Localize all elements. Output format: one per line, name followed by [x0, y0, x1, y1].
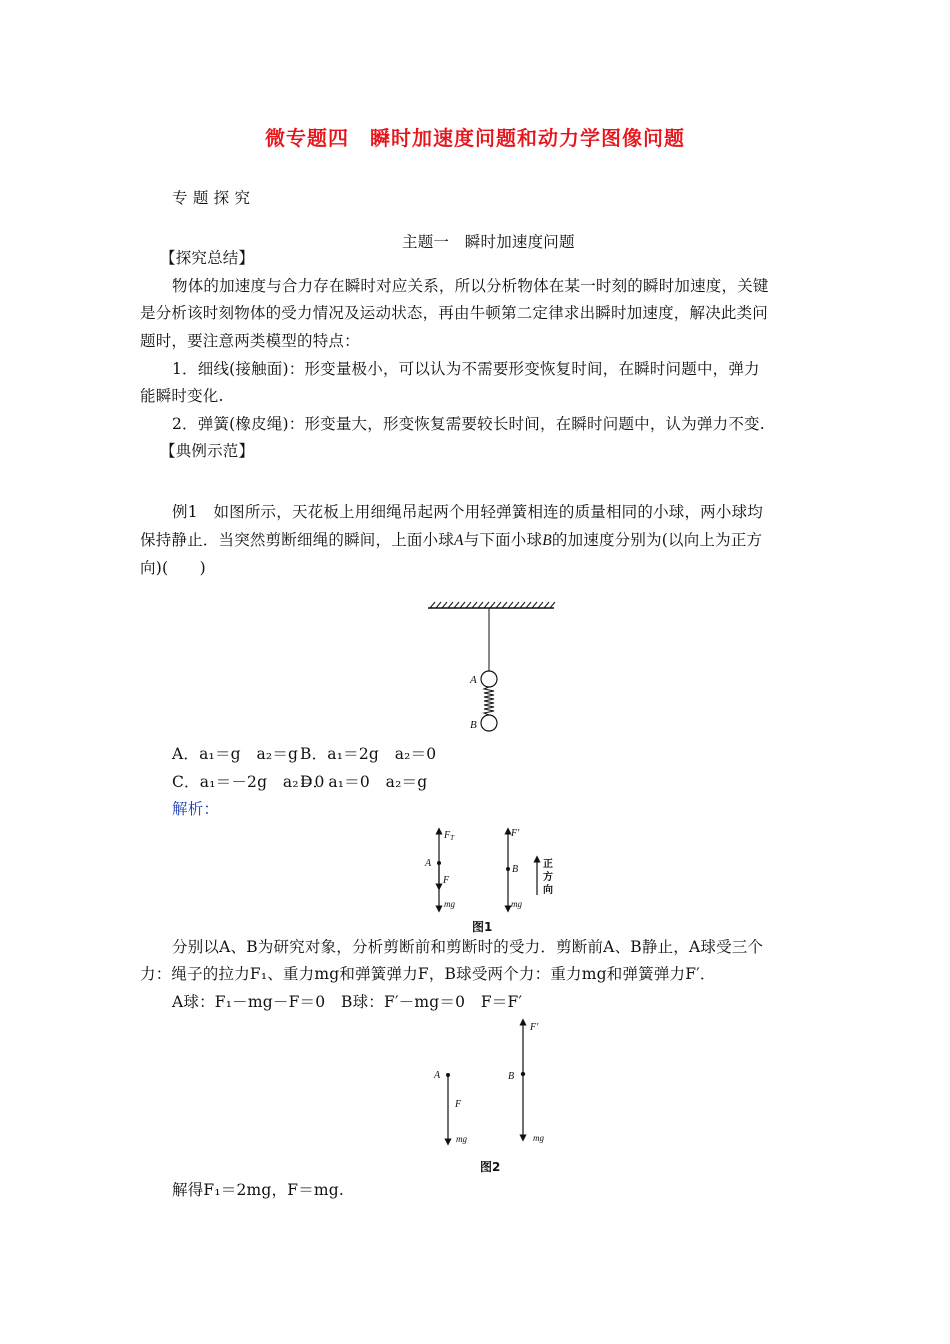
ball-b-ref: B	[542, 532, 552, 549]
ball-a	[481, 671, 497, 687]
fig1-dir-1: 正	[543, 859, 553, 870]
solution-line: 解得F₁＝2mg，F＝mg.	[172, 1181, 345, 1199]
figure1-caption: 图1	[472, 920, 493, 934]
fig0-label-a: A	[470, 674, 477, 686]
fig1-fp: F′	[511, 828, 520, 839]
analysis-line-1: 分别以A、B为研究对象，分析剪断前和剪断时的受力．剪断前A、B静止，A球受三个	[172, 938, 764, 956]
spring-ball-figure	[420, 598, 570, 748]
point1-line-2: 能瞬时变化.	[140, 387, 224, 405]
fig2-mg-a: mg	[456, 1134, 467, 1144]
fig1-b: B	[512, 864, 519, 875]
ball-b	[481, 715, 497, 731]
fig1-dir-3: 向	[543, 885, 553, 896]
point2-line: 2．弹簧(橡皮绳)：形变量大，形变恢复需要较长时间，在瞬时问题中，认为弹力不变.	[172, 415, 765, 433]
summary-line-2: 是分析该时刻物体的受力情况及运动状态，再由牛顿第二定律求出瞬时加速度，解决此类问	[140, 304, 769, 322]
fig1-dir-2: 方	[543, 872, 553, 883]
section-heading: 专 题 探 究	[172, 189, 251, 207]
analysis-line-3: A球：F₁－mg－F＝0 B球：F′－mg＝0 F＝F′	[172, 993, 523, 1011]
fig2-fp: F′	[530, 1022, 539, 1033]
spring	[484, 687, 494, 715]
summary-line-3: 题时，要注意两类模型的特点：	[140, 332, 360, 350]
example-line-1: 例1 如图所示，天花板上用细绳吊起两个用轻弹簧相连的质量相同的小球，两小球均	[172, 503, 763, 521]
example-line-2a: 保持静止．当突然剪断细绳的瞬间，上面小球	[140, 531, 455, 549]
example-line-3: 向)( )	[140, 559, 206, 577]
analysis-line-2: 力：绳子的拉力F₁、重力mg和弹簧弹力F，B球受两个力：重力mg和弹簧弹力F′．	[140, 965, 716, 983]
example-header: 【典例示范】	[160, 442, 255, 460]
summary-header: 【探究总结】	[160, 249, 255, 267]
fig2-b: B	[508, 1071, 515, 1082]
example-line-2b: 与下面小球	[463, 531, 543, 549]
option-a[interactable]: A．a₁＝g a₂＝g	[172, 745, 299, 763]
option-b[interactable]: B．a₁＝2g a₂＝0	[300, 745, 437, 763]
point1-line-1: 1．细线(接触面)：形变量极小，可以认为不需要形变恢复时间，在瞬时问题中，弹力	[172, 360, 760, 378]
force-diagram-1	[420, 825, 570, 915]
figure2-caption: 图2	[480, 1160, 501, 1174]
example-line-2c: 的加速度分别为(以向上为正方	[551, 531, 763, 549]
fig1-f: F	[443, 875, 450, 886]
fig2-f: F	[455, 1099, 462, 1110]
topic-heading: 主题一 瞬时加速度问题	[402, 233, 575, 251]
summary-line-1: 物体的加速度与合力存在瞬时对应关系，所以分析物体在某一时刻的瞬时加速度，关键	[172, 277, 769, 295]
fig2-mg-b: mg	[533, 1133, 544, 1143]
fig1-mg-b: mg	[511, 899, 522, 909]
fig1-mg-a: mg	[444, 899, 455, 909]
fig0-label-b: B	[470, 719, 477, 731]
option-d[interactable]: D．a₁＝0 a₂＝g	[300, 773, 428, 791]
page-title: 微专题四 瞬时加速度问题和动力学图像问题	[265, 126, 685, 150]
example-line-2	[140, 528, 762, 550]
analysis-label: 解析：	[172, 800, 220, 818]
fig1-a: A	[425, 858, 432, 869]
option-c[interactable]: C．a₁＝－2g a₂＝0	[172, 773, 325, 791]
fig1-ft: $F_T$	[444, 830, 455, 842]
force-diagram-2	[420, 1018, 570, 1148]
ball-a-ref: A	[454, 532, 464, 549]
fig2-a: A	[434, 1070, 441, 1081]
